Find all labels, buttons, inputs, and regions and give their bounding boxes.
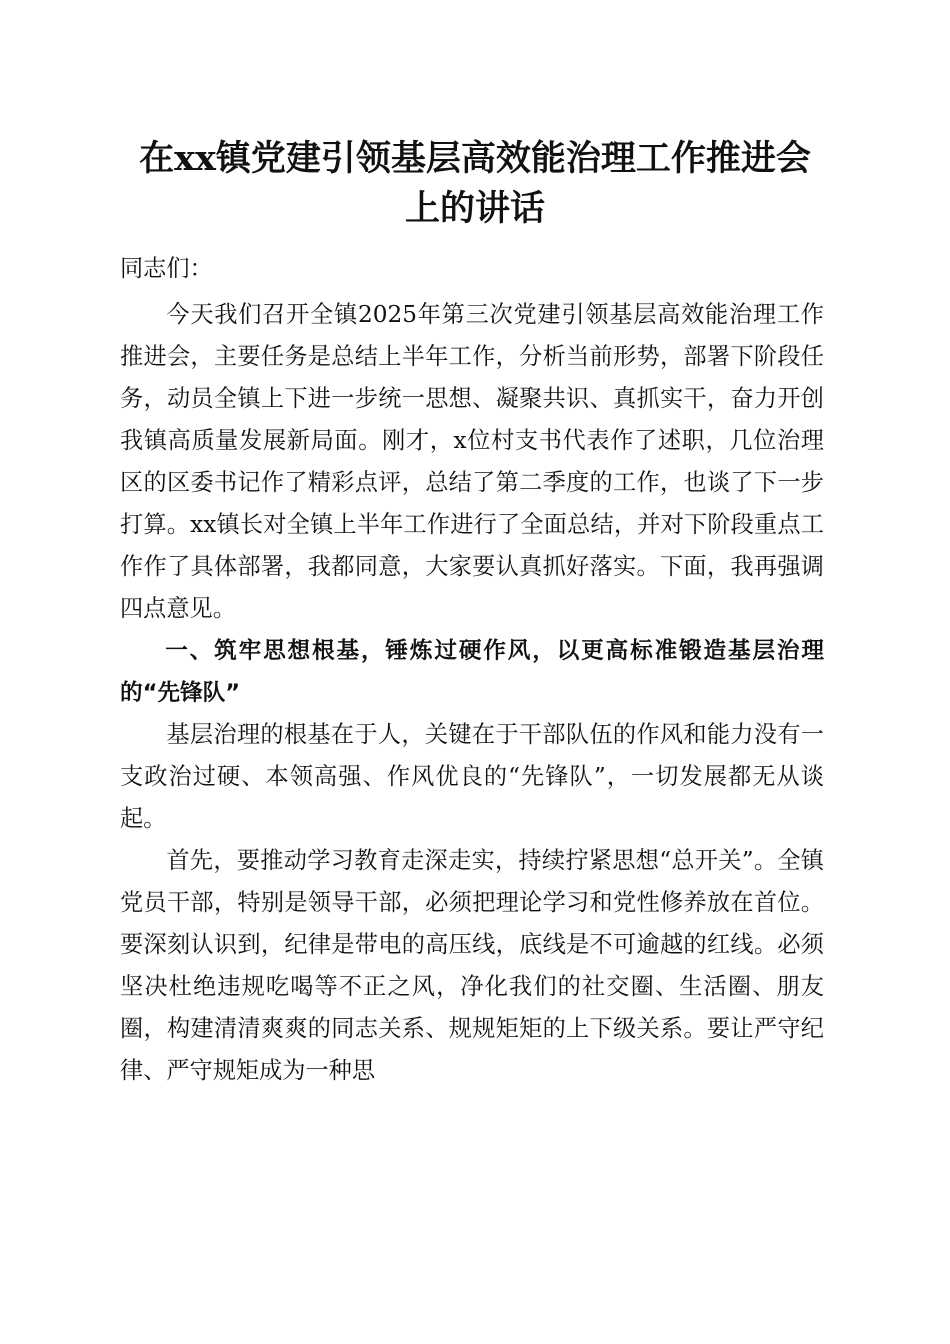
title-line-2: 上的讲话 — [404, 188, 545, 229]
title-line-1: 在xx镇党建引领基层高效能治理工作推进会 — [139, 138, 811, 179]
section-heading-1: 一、筑牢思想根基，锤炼过硬作风，以更高标准锻造基层治理的“先锋队” — [120, 638, 824, 706]
document-body — [120, 248, 824, 1092]
paragraph-foundation: 基层治理的根基在于人，关键在于干部队伍的作风和能力没有一支政治过硬、本领高强、作风优良的“先锋队”，一切发展都无从谈起。 — [120, 721, 824, 832]
paragraph-intro: 今天我们召开全镇2025年第三次党建引领基层高效能治理工作推进会，主要任务是总结上半年工作，分析当前形势，部署下阶段任务，动员全镇上下进一步统一思想、凝聚共识、真抓实干，奋力开创我镇高质量发展新局面。刚才，x位村支书代表作了述职，几位治理区的区委书记作了精彩点评，总结了第二季度的工作，也谈了下一步打算。xx镇长对全镇上半年工作进行了全面总结，并对下阶段重点工作作了具体部署，我都同意，大家要认真抓好落实。下面，我再强调四点意见。 — [120, 301, 824, 622]
paragraph-first-point: 首先，要推动学习教育走深走实，持续拧紧思想“总开关”。全镇党员干部，特别是领导干部，必须把理论学习和党性修养放在首位。要深刻认识到，纪律是带电的高压线，底线是不可逾越的红线。必须坚决杜绝违规吃喝等不正之风，净化我们的社交圈、生活圈、朋友圈，构建清清爽爽的同志关系、规规矩矩的上下级关系。要让严守纪律、严守规矩成为一种思 — [120, 847, 824, 1084]
salutation: 同志们： — [120, 255, 213, 282]
document-title — [100, 134, 850, 234]
